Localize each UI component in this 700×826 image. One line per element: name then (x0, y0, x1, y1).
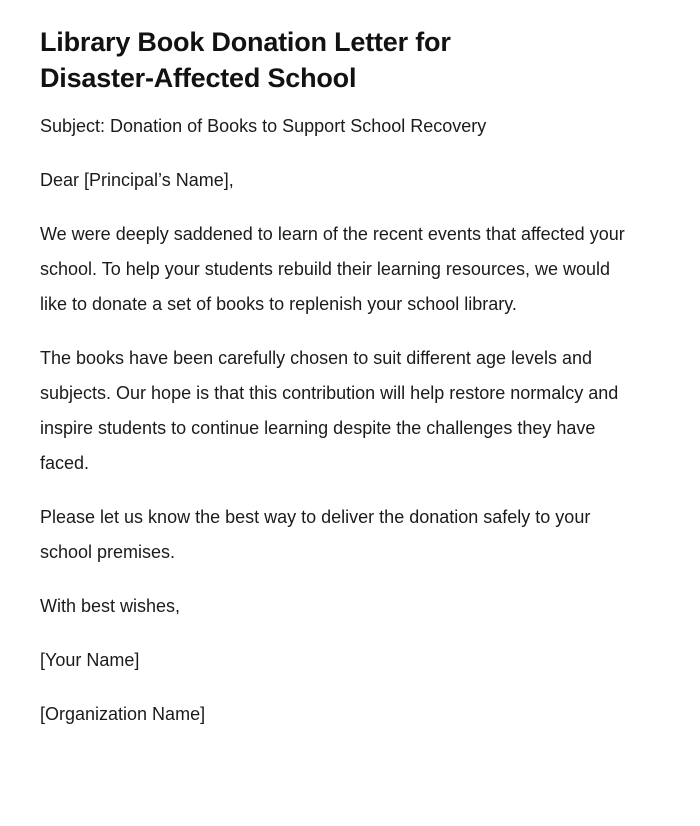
letter-body (40, 109, 660, 732)
closing-line: With best wishes, (40, 596, 181, 616)
subject-line: Subject: Donation of Books to Support School Recovery (40, 116, 487, 136)
body-paragraph-1: We were deeply saddened to learn of the recent events that affected your school. To help your students rebuild their learning resources, we would like to donate a set of books to replenish your school library. (40, 224, 625, 314)
signature-organization: [Organization Name] (40, 704, 206, 724)
salutation-line: Dear [Principal’s Name], (40, 170, 234, 190)
signature-name: [Your Name] (40, 650, 140, 670)
page-title-line-1: Library Book Donation Letter for (40, 27, 451, 57)
body-paragraph-3: Please let us know the best way to deliver the donation safely to your school premises. (40, 507, 591, 562)
body-paragraph-2: The books have been carefully chosen to suit different age levels and subjects. Our hope is that this contribution will help restore normalcy and inspire students to continue learning despite the challenges they have faced. (40, 348, 619, 473)
page-title-line-2: Disaster-Affected School (40, 63, 357, 93)
page-title (40, 24, 460, 96)
